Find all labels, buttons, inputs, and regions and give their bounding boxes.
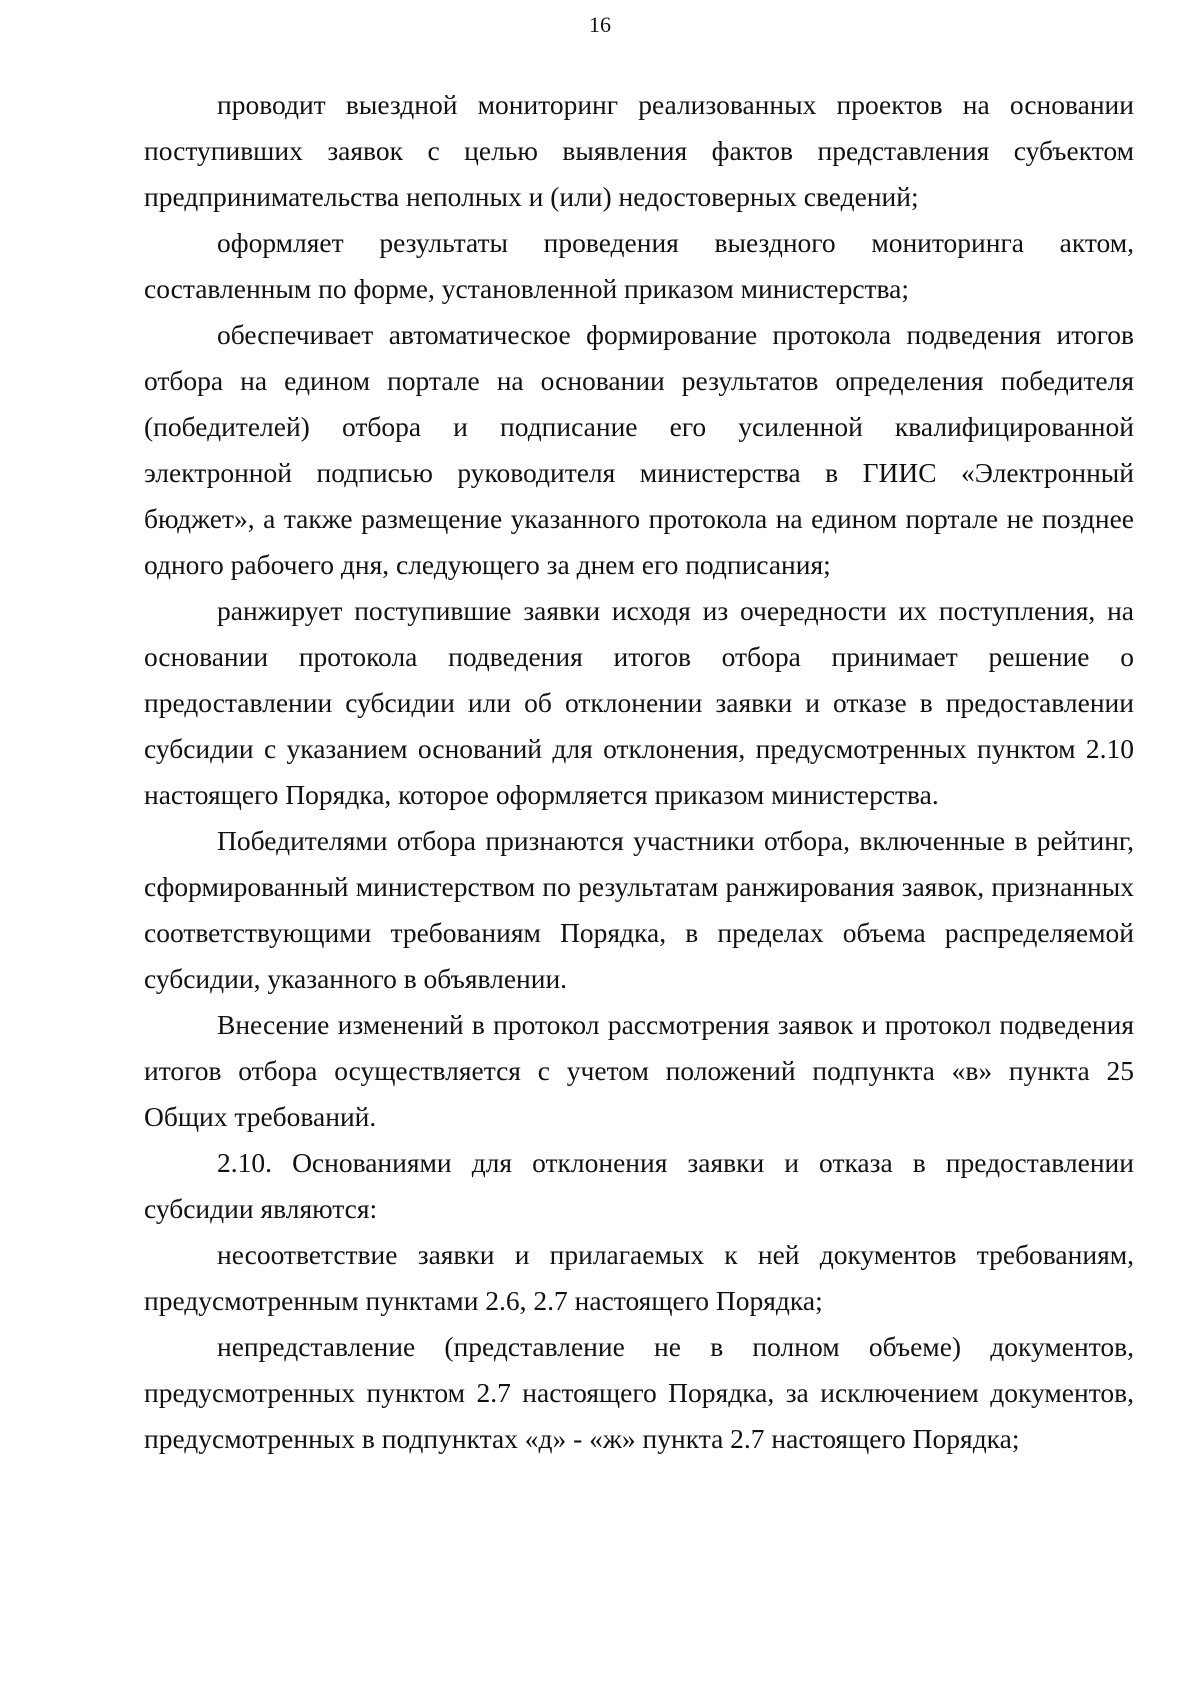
paragraph-ranking-decision: ранжирует поступившие заявки исходя из очередности их поступления, на основании протокола подведения итогов отбора принимает решение о предоставлении субсидии или об отклонении заявки и отказе в предоставлении субсидии с указанием оснований для отклонения, предусмотренных пунктом 2.10 настоящего Порядка, которое оформляется приказом министерства. bbox=[144, 595, 1134, 810]
page-number: 16 bbox=[589, 12, 611, 37]
paragraph-rejection-grounds: 2.10. Основаниями для отклонения заявки и отказа в предоставлении субсидии являются: bbox=[144, 1147, 1134, 1224]
paragraph-protocol-changes: Внесение изменений в протокол рассмотрения заявок и протокол подведения итогов отбора осуществляется с учетом положений подпункта «в» пункта 25 Общих требований. bbox=[144, 1009, 1134, 1132]
paragraph-field-monitoring: проводит выездной мониторинг реализованных проектов на основании поступивших заявок с целью выявления фактов представления субъектом предпринимательства неполных и (или) недостоверных сведений; bbox=[144, 89, 1134, 212]
paragraph-protocol-formation: обеспечивает автоматическое формирование протокола подведения итогов отбора на едином портале на основании результатов определения победителя (победителей) отбора и подписание его усиленной квалифицированной электронной подписью руководителя министерства в ГИИС «Электронный бюджет», а также размещение указанного протокола на едином портале не позднее одного рабочего дня, следующего за днем его подписания; bbox=[144, 319, 1134, 580]
document-body bbox=[144, 82, 1134, 1462]
paragraph-winners: Победителями отбора признаются участники отбора, включенные в рейтинг, сформированный министерством по результатам ранжирования заявок, признанных соответствующими требованиям Порядка, в пределах объема распределяемой субсидии, указанного в объявлении. bbox=[144, 825, 1134, 994]
paragraph-noncompliance: несоответствие заявки и прилагаемых к ней документов требованиям, предусмотренным пунктами 2.6, 2.7 настоящего Порядка; bbox=[144, 1239, 1134, 1316]
paragraph-nonsubmission: непредставление (представление не в полном объеме) документов, предусмотренных пунктом 2.7 настоящего Порядка, за исключением документов, предусмотренных в подпунктах «д» - «ж» пункта 2.7 настоящего Порядка; bbox=[144, 1331, 1134, 1454]
paragraph-monitoring-act: оформляет результаты проведения выездного мониторинга актом, составленным по форме, установленной приказом министерства; bbox=[144, 227, 1134, 304]
